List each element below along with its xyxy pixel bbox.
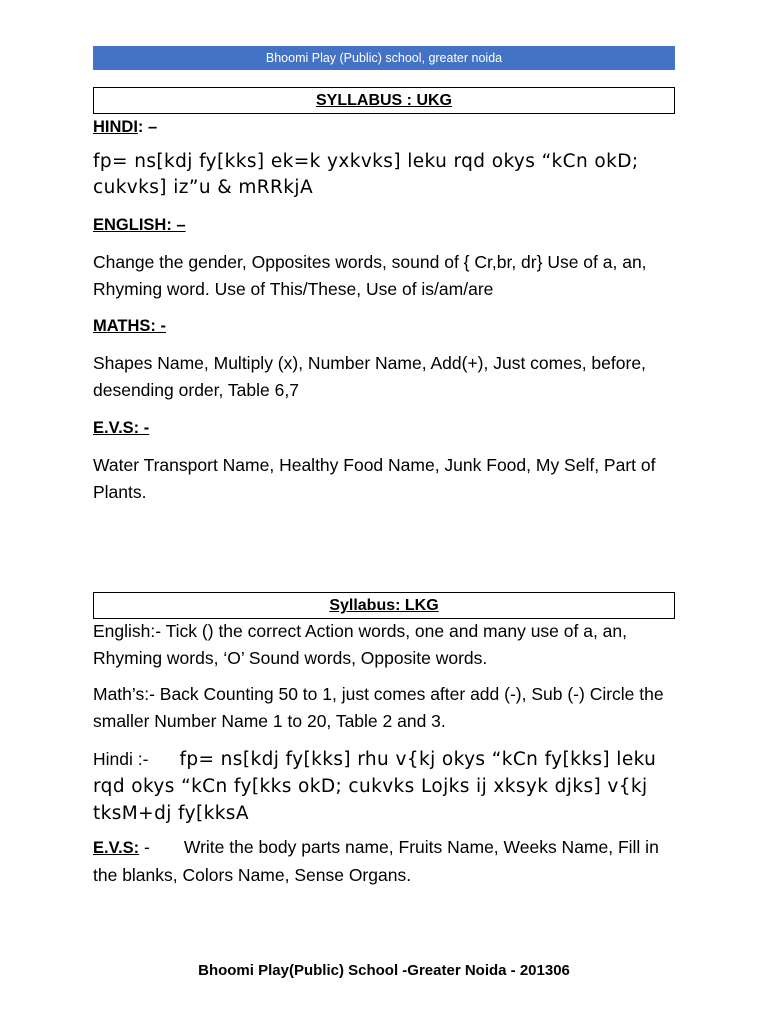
ukg-hindi-text: fp= ns[kdj fy[kks] ek=k yxkvks] leku rqd okys “kCn okD; cukvks] iz”u & mRRkjA xyxy=(93,151,639,198)
lkg-hindi-label: Hindi :- xyxy=(93,749,149,769)
lkg-evs-text: Write the body parts name, Fruits Name, Weeks Name, Fill in the blanks, Colors Name, Sense Organs. xyxy=(93,837,659,885)
ukg-maths-heading xyxy=(93,313,678,340)
lkg-evs-dash: - xyxy=(139,837,150,857)
ukg-evs-label: E.V.S: - xyxy=(93,419,150,437)
document-footer: Bhoomi Play(Public) School -Greater Noida - 201306 xyxy=(198,962,570,979)
lkg-maths-text: Math’s:- Back Counting 50 to 1, just comes after add (-), Sub (-) Circle the smaller Number Name 1 to 20, Table 2 and 3. xyxy=(93,684,664,731)
ukg-english-text: Change the gender, Opposites words, sound of { Cr,br, dr} Use of a, an, Rhyming word. Use of This/These, Use of is/am/are xyxy=(93,252,647,299)
ukg-hindi-heading xyxy=(93,114,678,141)
ukg-evs-heading xyxy=(93,415,678,442)
ukg-syllabus-title: SYLLABUS : UKG xyxy=(93,87,675,114)
lkg-evs-block xyxy=(93,834,678,889)
lkg-english-text: English:- Tick () the correct Action words, one and many use of a, an, Rhyming words, ‘O’ Sound words, Opposite words. xyxy=(93,621,628,668)
ukg-evs-text: Water Transport Name, Healthy Food Name, Junk Food, My Self, Part of Plants. xyxy=(93,455,656,502)
school-header-bar: Bhoomi Play (Public) school, greater noida xyxy=(93,46,675,70)
ukg-hindi-suffix: : – xyxy=(137,118,158,136)
ukg-maths-text: Shapes Name, Multiply (x), Number Name, Add(+), Just comes, before, desending order, Table 6,7 xyxy=(93,353,646,400)
ukg-english-label: ENGLISH: – xyxy=(93,216,186,234)
lkg-hindi-block xyxy=(93,746,678,827)
ukg-maths-label: MATHS: - xyxy=(93,317,167,335)
lkg-syllabus-title: Syllabus: LKG xyxy=(93,592,675,619)
ukg-english-heading xyxy=(93,212,678,239)
lkg-hindi-text: fp= ns[kdj fy[kks] rhu v{kj okys “kCn fy[kks] leku rqd okys “kCn fy[kks okD; cukvks Lojks ij xksyk djks] v{kj tksM+dj fy[kksA xyxy=(93,749,657,824)
ukg-hindi-label: HINDI xyxy=(93,118,138,136)
lkg-evs-label: E.V.S: xyxy=(93,839,140,857)
